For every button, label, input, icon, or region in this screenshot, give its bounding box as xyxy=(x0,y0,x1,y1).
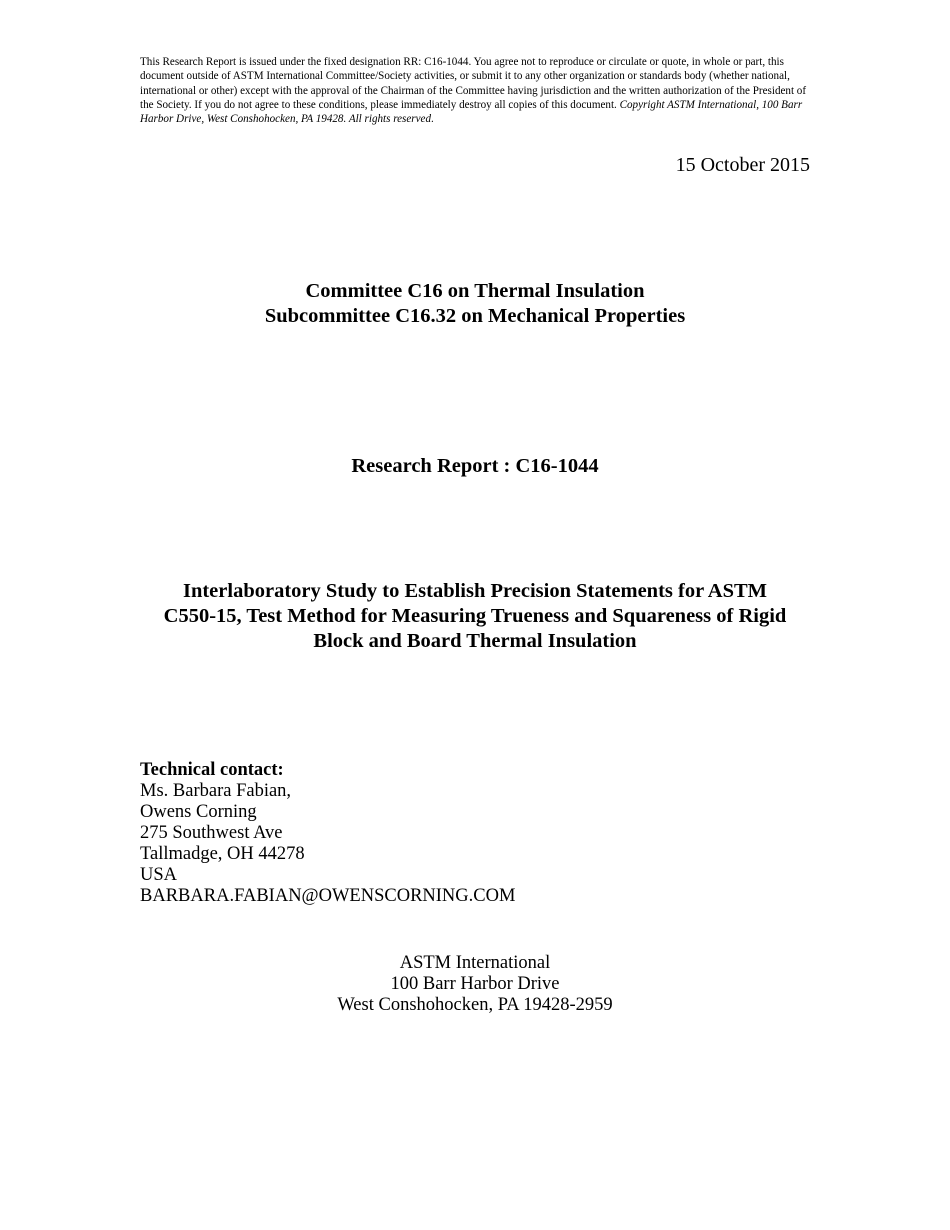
publisher-city: West Conshohocken, PA 19428-2959 xyxy=(337,995,613,1015)
publisher-street: 100 Barr Harbor Drive xyxy=(390,974,560,994)
report-title xyxy=(0,454,950,479)
contact-city: Tallmadge, OH 44278 xyxy=(140,844,305,864)
technical-contact xyxy=(140,760,515,907)
report-date: 15 October 2015 xyxy=(675,154,810,176)
committee-heading xyxy=(0,279,950,329)
contact-name: Ms. Barbara Fabian, xyxy=(140,781,292,801)
legal-notice: This Research Report is issued under the fixed designation RR: C16-1044. You agree not to reproduce or circulate or quote, in whole or part, this document outside of ASTM International Committee/Society activities, or submit it to any other organization or standards body (whether national, international or other) except with the approval of the Chairman of the Committee having jurisdiction and the written authorization of the President of the Society. If you do not agree to these conditions, please immediately destroy all copies of this document. Copyright ASTM International, 100 Barr Harbor Drive, West Conshohocken, PA 19428. All rights reserved. xyxy=(140,56,807,126)
contact-country: USA xyxy=(140,865,178,885)
contact-email: BARBARA.FABIAN@OWENSCORNING.COM xyxy=(140,886,516,906)
contact-label: Technical contact: xyxy=(140,760,284,780)
contact-company: Owens Corning xyxy=(140,802,257,822)
publisher-name: ASTM International xyxy=(399,953,551,973)
study-title xyxy=(0,579,950,654)
study-title-line-1: Interlaboratory Study to Establish Precision Statements for ASTM xyxy=(182,580,768,602)
notice-text: This Research Report is issued under the fixed designation RR: C16-1044. You agree not to reproduce or circulate or quote, in whole or part, this document outside of ASTM International Committee/Society activities, or submit it to any other organization or standards body (whether national, international or other) except with the approval of the Chairman of the Committee having jurisdiction and the written authorization of the President of the Society. If you do not agree to these conditions, please immediately destroy all copies of this document. xyxy=(140,56,807,111)
notice-copyright: Copyright ASTM International, 100 Barr Harbor Drive, West Conshohocken, PA 19428. All rights reserved xyxy=(140,98,803,126)
subcommittee-name: Subcommittee C16.32 on Mechanical Properties xyxy=(264,305,686,327)
study-title-line-3: Block and Board Thermal Insulation xyxy=(313,630,637,652)
report-designation: Research Report : C16-1044 xyxy=(351,455,599,477)
contact-street: 275 Southwest Ave xyxy=(140,823,283,843)
publisher-address xyxy=(0,953,950,1016)
study-title-line-2: C550-15, Test Method for Measuring Trueness and Squareness of Rigid xyxy=(163,605,787,627)
committee-name: Committee C16 on Thermal Insulation xyxy=(305,280,645,302)
